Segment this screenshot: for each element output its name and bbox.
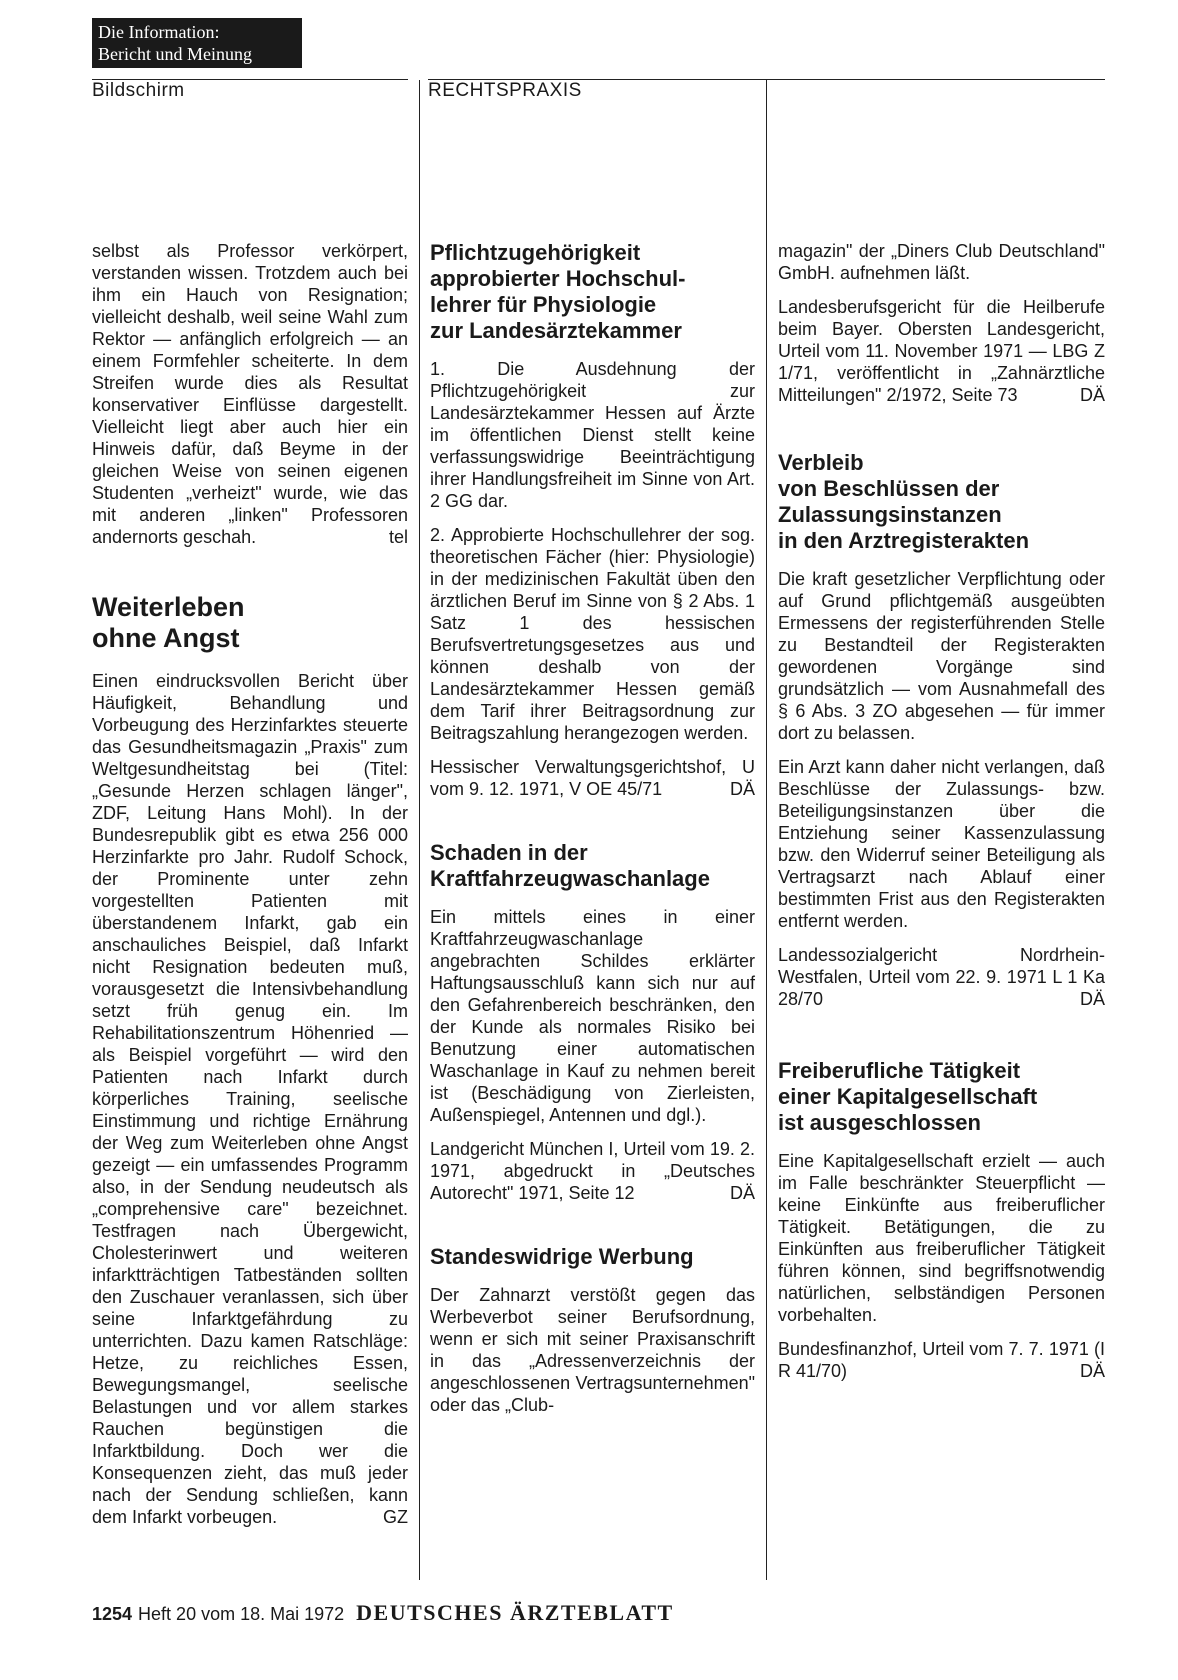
author-signature: DÄ — [1079, 1361, 1105, 1381]
article-heading: Pflichtzugehörigkeit approbierter Hochschul- lehrer für Physiologie zur Landesärztekammer — [430, 240, 686, 343]
court-citation: Landesberufsgericht für die Heilberufe beim Bayer. Obersten Landesgericht, Urteil vom 11. November 1971 — LBG Z 1/71, veröffentlicht in „Zahnärztliche Mitteilungen" 2/1972, Seite 73 DÄ — [778, 297, 1105, 405]
article-text: Ein Arzt kann daher nicht verlangen, daß Beschlüsse der Zulassungs- bzw. Beteiligungsinstanzen über die Entziehung seiner Kassenzulassung bzw. den Widerruf seiner Beteiligung als Vertragsarzt nach Ablauf einer bestimmten Frist aus den Registerakten entfernt werden. — [778, 757, 1105, 931]
author-signature: tel — [388, 527, 408, 547]
author-signature: DÄ — [729, 1183, 755, 1203]
masthead-line-2: Bericht und Meinung — [98, 44, 252, 64]
section-label-left: Bildschirm — [92, 80, 185, 101]
author-signature: DÄ — [1079, 385, 1105, 405]
page-footer — [92, 1600, 674, 1626]
article-text: Die kraft gesetzlicher Verpflichtung oder auf Grund pflichtgemäß ausgeübten Ermessens der registerführenden Stelle zu Bestandteil der Registerakten gewordenen Vorgänge sind grundsätzlich — vom Ausnahmefall des § 6 Abs. 3 ZO abgesehen — für immer dort zu belassen. — [778, 569, 1105, 743]
article-heading: Standeswidrige Werbung — [430, 1244, 694, 1269]
court-citation: Landgericht München I, Urteil vom 19. 2. 1971, abgedruckt in „Deutsches Autorecht" 1971, Seite 12 DÄ — [430, 1139, 755, 1203]
article-text: selbst als Professor verkörpert, verstanden wissen. Trotzdem auch bei ihm ein Hauch von Resignation; vielleicht deshalb, weil seine Wahl zum Rektor — anfänglich erfolgreich — an einem Formfehler scheiterte. In dem Streifen wurde dies als Resultat konservativer Einflüsse dargestellt. Vielleicht liegt aber auch hier ein Hinweis dafür, daß Beyme in der gleichen Weise von seinen eigenen Studenten „verheizt" wurde, wie das mit anderen „linken" Professoren andernorts geschah. tel — [92, 241, 408, 547]
article-heading: Weiterleben ohne Angst — [92, 592, 245, 653]
author-signature: GZ — [383, 1507, 408, 1527]
section-label-right: RECHTSPRAXIS — [428, 80, 582, 101]
journal-name: DEUTSCHES ÄRZTEBLATT — [356, 1600, 674, 1625]
article-text: Eine Kapitalgesellschaft erzielt — auch im Falle beschränkter Steuerpflicht — keine Einkünfte aus freiberuflicher Tätigkeit. Betätigungen, die zu Einkünften aus freiberuflicher Tätigkeit führen können, sind begriffsnotwendig natürlichen, selbständigen Personen vorbehalten. — [778, 1151, 1105, 1325]
article-text: Ein mittels eines in einer Kraftfahrzeugwaschanlage angebrachten Schildes erklärter Haftungsausschluß kann sich nur auf den Gefahrenbereich beschränken, den der Kunde als normales Risiko bei Benutzung einer automatischen Waschanlage in Kauf zu nehmen bereit ist (Beschädigung von Zierleisten, Außenspiegel, Antennen und dgl.). — [430, 907, 755, 1125]
column-divider-1 — [419, 80, 420, 1580]
author-signature: DÄ — [729, 779, 755, 799]
article-text: 2. Approbierte Hochschullehrer der sog. theoretischen Fächer (hier: Physiologie) in der medizinischen Fakultät üben den ärztlichen Beruf im Sinne von § 2 Abs. 1 Satz 1 des hessischen Berufsvertretungsgesetzes aus und können deshalb von der Landesärztekammer Hessen gemäß dem Tarif ihrer Beitragsordnung zur Beitragszahlung herangezogen werden. — [430, 525, 755, 743]
article-text: 1. Die Ausdehnung der Pflichtzugehörigkeit zur Landesärztekammer Hessen auf Ärzte im öffentlichen Dienst stellt keine verfassungswidrige Beeinträchtigung ihrer Handlungsfreiheit im Sinne von Art. 2 GG dar. — [430, 359, 755, 511]
header-rule-left — [92, 79, 408, 80]
author-signature: DÄ — [1079, 989, 1105, 1009]
court-citation: Hessischer Verwaltungsgerichtshof, U vom 9. 12. 1971, V OE 45/71 DÄ — [430, 757, 755, 799]
masthead — [92, 18, 302, 68]
column-2 — [430, 240, 755, 1428]
column-3 — [778, 240, 1105, 1394]
masthead-line-1: Die Information: — [98, 22, 220, 42]
issue-info: Heft 20 vom 18. Mai 1972 — [138, 1604, 345, 1624]
column-divider-2 — [766, 80, 767, 1580]
article-text: Einen eindrucksvollen Bericht über Häufigkeit, Behandlung und Vorbeugung des Herzinfarktes steuerte das Gesundheitsmagazin „Praxis" zum Weltgesundheitstag bei (Titel: „Gesunde Herzen schlagen länger", ZDF, Leitung Hans Mohl). In der Bundesrepublik gibt es etwa 256 000 Herzinfarkte pro Jahr. Rudolf Schock, der Prominente unter zehn vorgestellten Patienten mit überstandenem Infarkt, gab ein anschauliches Beispiel, daß Infarkt nicht Resignation bedeuten muß, vorausgesetzt die Intensivbehandlung setzt früh genug ein. Im Rehabilitationszentrum Höhenried — als Beispiel vorgeführt — wird den Patienten nach Infarkt durch körperliches Training, seelische Einstimmung und richtige Ernährung der Weg zum Weiterleben ohne Angst gezeigt — ein umfassendes Programm also, in der Sendung neudeutsch als „comprehensive care" bezeichnet. Testfragen nach Übergewicht, Cholesterinwert und weiteren infarktträchtigen Tatbeständen sollten den Zuschauer veranlassen, sich über seine Infarktgefährdung zu unterrichten. Dazu kamen Ratschläge: Hetze, zu reichliches Essen, Bewegungsmangel, seelische Belastungen und vor allem starkes Rauchen begünstigen die Infarktbildung. Doch wer die Konsequenzen zieht, das muß jeder nach der Sendung schließen, kann dem Infarkt vorbeugen. GZ — [92, 671, 408, 1527]
article-heading: Freiberufliche Tätigkeit einer Kapitalgesellschaft ist ausgeschlossen — [778, 1058, 1038, 1135]
court-citation: Landessozialgericht Nordrhein-Westfalen, Urteil vom 22. 9. 1971 L 1 Ka 28/70 DÄ — [778, 945, 1105, 1009]
column-1 — [92, 240, 408, 1540]
article-text: Der Zahnarzt verstößt gegen das Werbeverbot seiner Berufsordnung, wenn er sich mit seiner Praxisanschrift in das „Adressenverzeichnis der angeschlossenen Vertragsunternehmen" oder das „Club- — [430, 1285, 755, 1415]
article-text: magazin" der „Diners Club Deutschland" GmbH. aufnehmen läßt. — [778, 241, 1105, 283]
article-heading: Schaden in der Kraftfahrzeugwaschanlage — [430, 840, 710, 891]
article-heading: Verbleib von Beschlüssen der Zulassungsinstanzen in den Arztregisterakten — [778, 450, 1030, 553]
page-number: 1254 — [92, 1604, 133, 1624]
court-citation: Bundesfinanzhof, Urteil vom 7. 7. 1971 (I R 41/70) DÄ — [778, 1339, 1105, 1381]
